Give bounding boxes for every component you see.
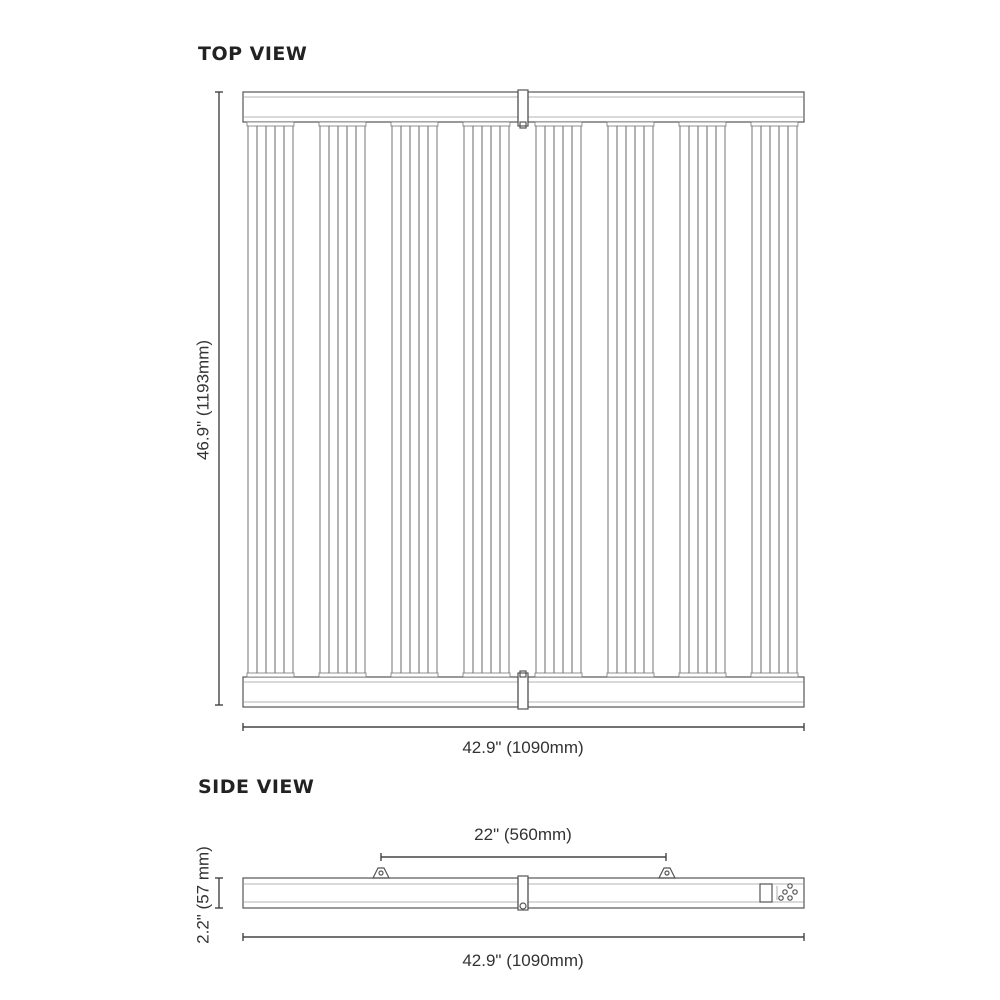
light-strip bbox=[347, 124, 356, 675]
light-strip bbox=[779, 124, 788, 675]
side-span-label: 22" (560mm) bbox=[474, 825, 572, 844]
mount-bracket-left bbox=[373, 868, 389, 878]
light-strip bbox=[680, 124, 689, 675]
light-strip bbox=[248, 124, 257, 675]
bottom-center-hinge bbox=[518, 673, 528, 709]
control-button-up-icon bbox=[788, 884, 792, 888]
control-button-right-icon bbox=[793, 890, 797, 894]
control-panel bbox=[760, 884, 797, 902]
light-strip bbox=[770, 124, 779, 675]
light-bar bbox=[319, 122, 366, 677]
top-height-dimension bbox=[215, 92, 223, 705]
light-strip bbox=[788, 124, 797, 675]
side-left-housing bbox=[243, 878, 518, 908]
light-strip bbox=[545, 124, 554, 675]
light-strip bbox=[320, 124, 329, 675]
light-strip bbox=[716, 124, 725, 675]
light-strip bbox=[392, 124, 401, 675]
side-hinge-pin bbox=[520, 903, 526, 909]
light-bar-endcap bbox=[679, 673, 726, 677]
light-bar-endcap bbox=[679, 122, 726, 126]
top-height-label: 46.9" (1193mm) bbox=[193, 339, 213, 461]
side-center-hinge bbox=[518, 876, 528, 910]
light-strip bbox=[329, 124, 338, 675]
light-strip bbox=[401, 124, 410, 675]
side-width-dimension bbox=[243, 933, 804, 941]
light-bar bbox=[607, 122, 654, 677]
light-strip bbox=[617, 124, 626, 675]
top-view-heading: TOP VIEW bbox=[198, 43, 308, 65]
light-strip bbox=[644, 124, 653, 675]
light-bar-endcap bbox=[391, 122, 438, 126]
light-bar-endcap bbox=[751, 122, 798, 126]
light-bars bbox=[247, 122, 798, 677]
light-strip bbox=[635, 124, 644, 675]
light-strip bbox=[536, 124, 545, 675]
light-strip bbox=[428, 124, 437, 675]
light-strip bbox=[554, 124, 563, 675]
light-strip bbox=[500, 124, 509, 675]
light-bar-endcap bbox=[607, 122, 654, 126]
light-bar bbox=[391, 122, 438, 677]
light-bar-endcap bbox=[751, 673, 798, 677]
light-strip bbox=[410, 124, 419, 675]
side-height-dimension bbox=[215, 878, 223, 908]
light-strip bbox=[608, 124, 617, 675]
light-bar bbox=[247, 122, 294, 677]
mount-bracket-right bbox=[659, 868, 675, 878]
control-display bbox=[760, 884, 772, 902]
light-strip bbox=[752, 124, 761, 675]
light-strip bbox=[572, 124, 581, 675]
light-strip bbox=[491, 124, 500, 675]
light-strip bbox=[419, 124, 428, 675]
light-bar-endcap bbox=[535, 673, 582, 677]
light-bar-endcap bbox=[391, 673, 438, 677]
control-button-down-icon bbox=[788, 896, 792, 900]
control-button-power-icon bbox=[779, 896, 783, 900]
light-strip bbox=[464, 124, 473, 675]
light-bar bbox=[751, 122, 798, 677]
control-button-left-icon bbox=[783, 890, 787, 894]
side-height-label: 2.2" (57 mm) bbox=[193, 846, 213, 944]
light-strip bbox=[482, 124, 491, 675]
light-bar-endcap bbox=[463, 122, 510, 126]
light-strip bbox=[698, 124, 707, 675]
light-strip bbox=[563, 124, 572, 675]
light-bar-endcap bbox=[319, 673, 366, 677]
light-bar-endcap bbox=[247, 673, 294, 677]
side-span-dimension bbox=[381, 853, 666, 861]
side-width-label: 42.9" (1090mm) bbox=[462, 951, 584, 970]
light-bar-endcap bbox=[607, 673, 654, 677]
light-bar bbox=[463, 122, 510, 677]
light-bar-endcap bbox=[247, 122, 294, 126]
light-strip bbox=[473, 124, 482, 675]
light-bar bbox=[679, 122, 726, 677]
light-strip bbox=[266, 124, 275, 675]
side-view-drawing bbox=[243, 868, 804, 910]
light-bar bbox=[535, 122, 582, 677]
light-bar-endcap bbox=[319, 122, 366, 126]
side-view-heading: SIDE VIEW bbox=[198, 776, 315, 798]
side-right-housing bbox=[528, 878, 804, 908]
light-strip bbox=[275, 124, 284, 675]
light-strip bbox=[761, 124, 770, 675]
top-width-label: 42.9" (1090mm) bbox=[462, 738, 584, 757]
light-strip bbox=[257, 124, 266, 675]
light-strip bbox=[626, 124, 635, 675]
light-strip bbox=[284, 124, 293, 675]
light-strip bbox=[689, 124, 698, 675]
light-strip bbox=[707, 124, 716, 675]
light-bar-endcap bbox=[463, 673, 510, 677]
top-center-hinge bbox=[518, 90, 528, 126]
light-strip bbox=[338, 124, 347, 675]
light-strip bbox=[356, 124, 365, 675]
light-bar-endcap bbox=[535, 122, 582, 126]
top-width-dimension bbox=[243, 723, 804, 731]
top-view-drawing bbox=[243, 90, 804, 709]
